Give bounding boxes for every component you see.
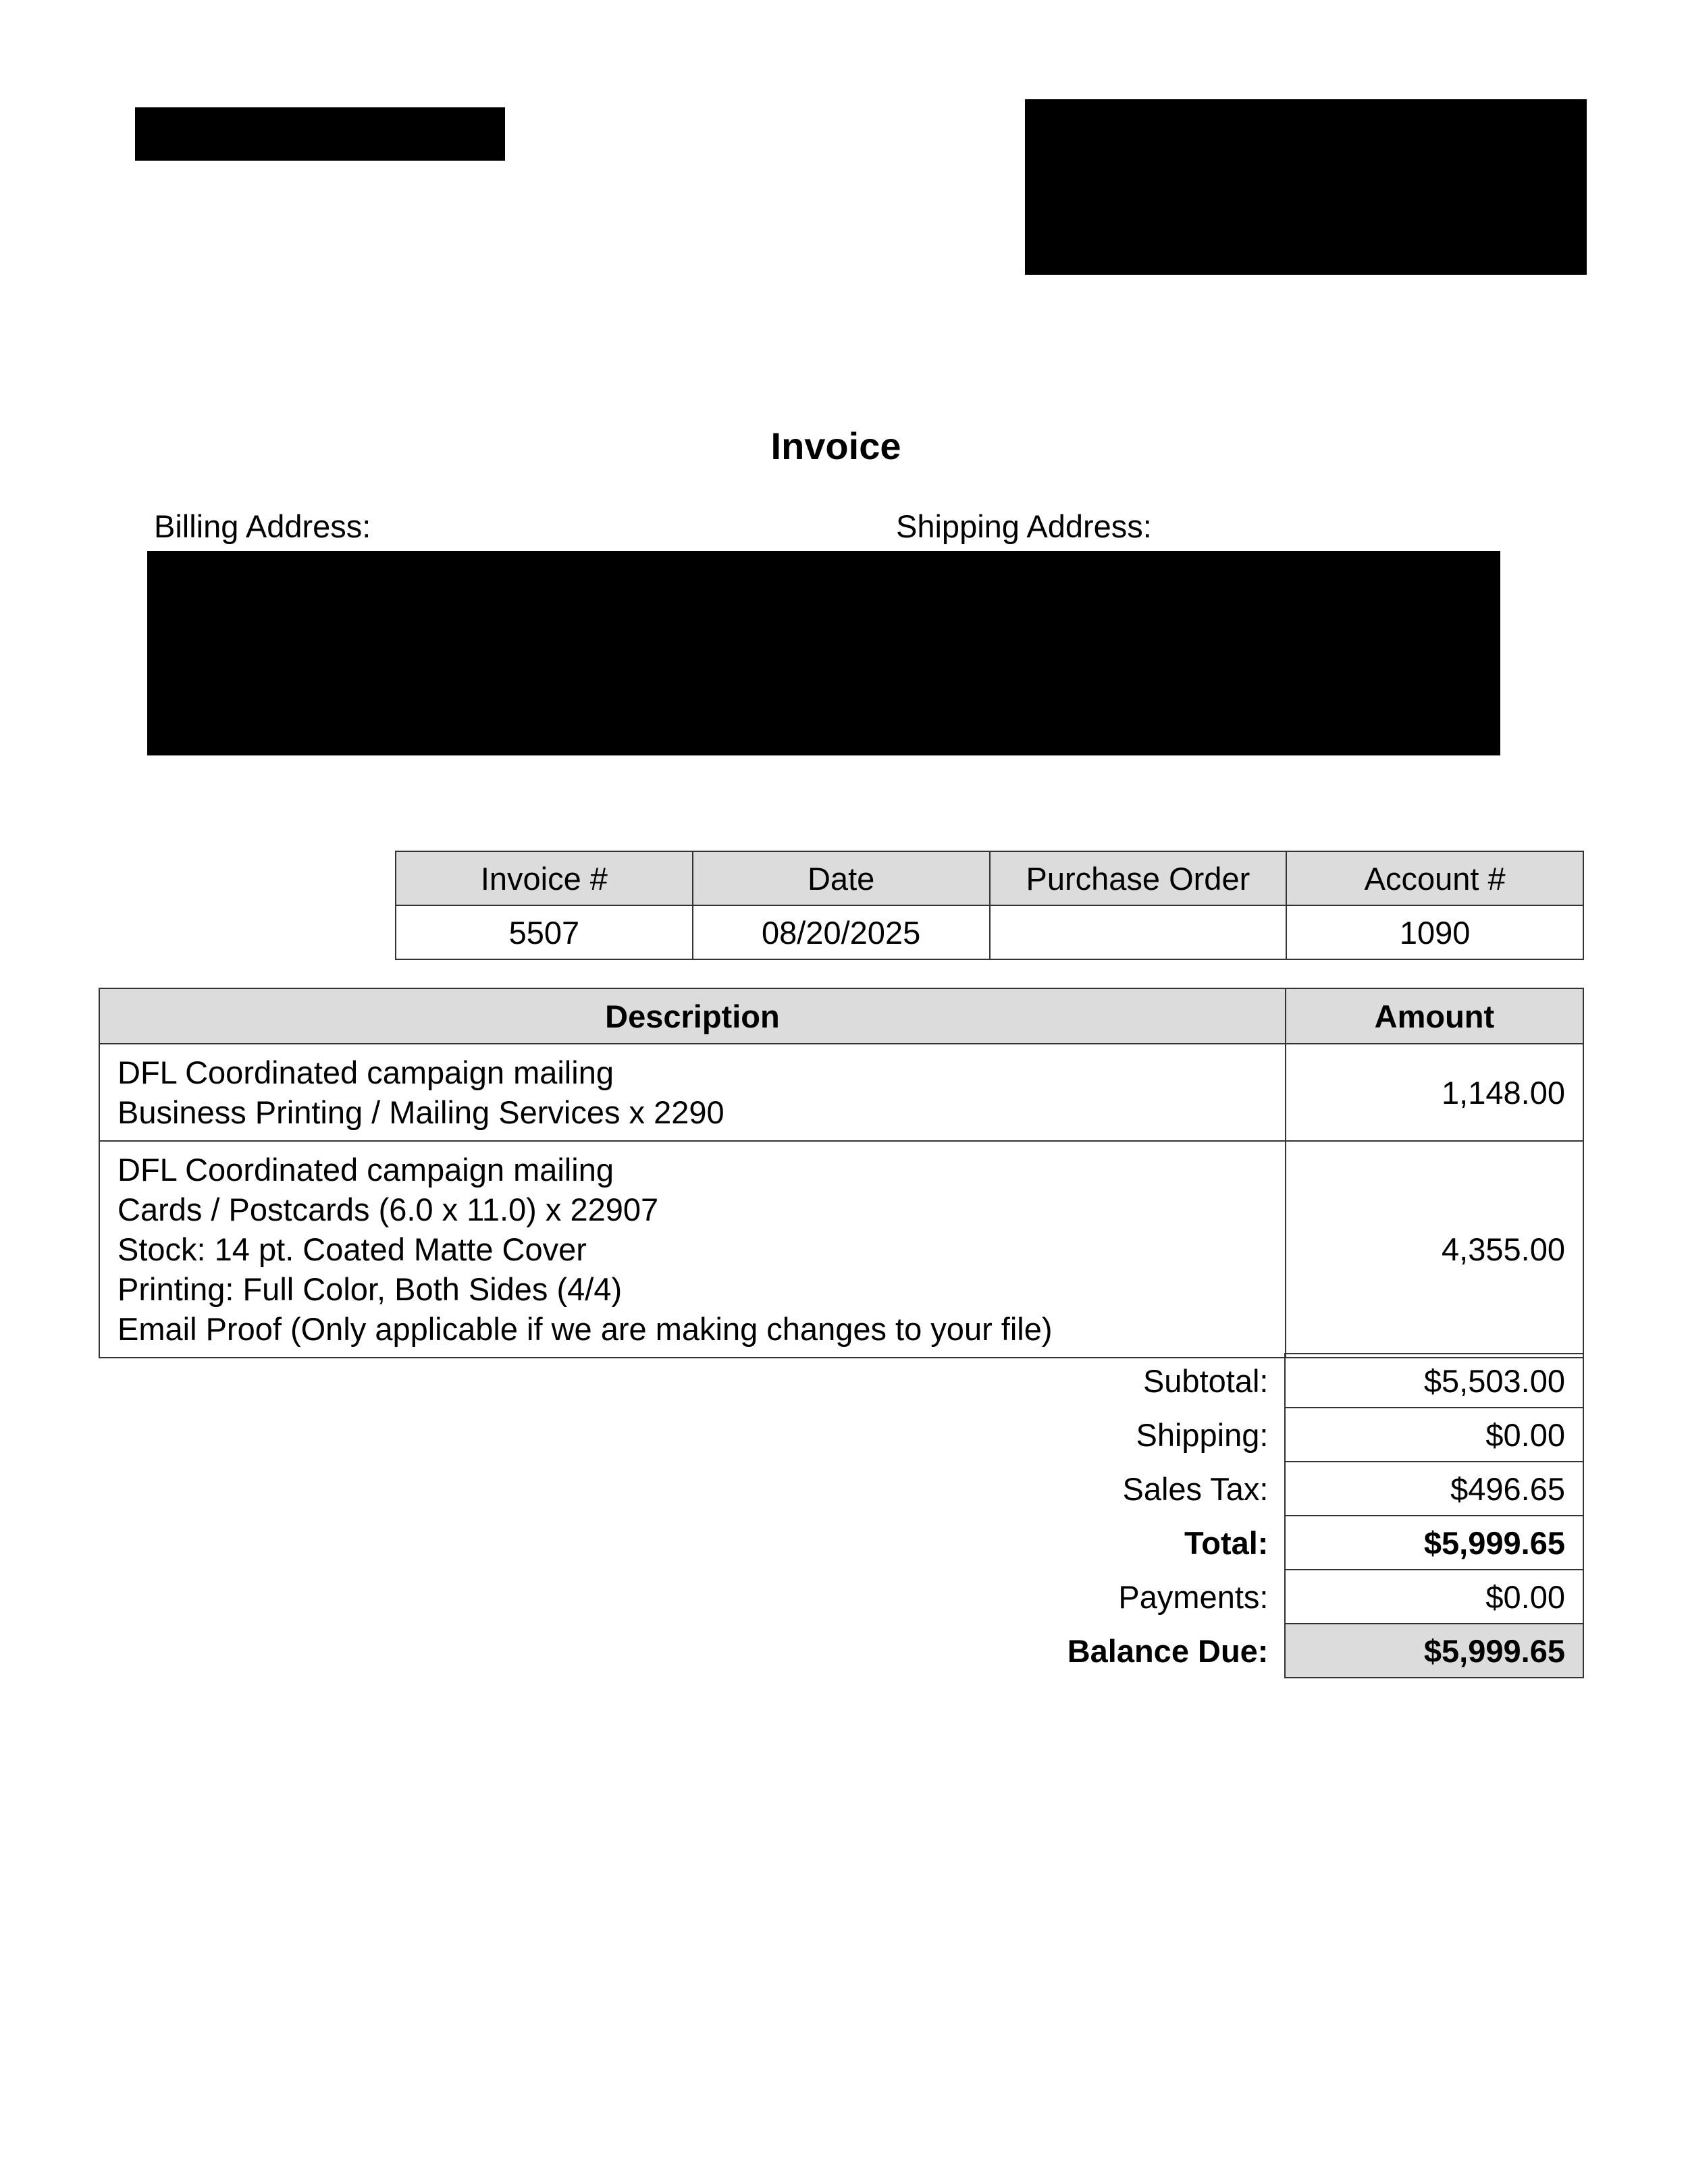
shipping-address-label: Shipping Address: <box>896 508 1152 544</box>
balance-due-row <box>99 1624 1583 1678</box>
billing-address-label: Billing Address: <box>154 508 371 544</box>
balance-due-value: $5,999.65 <box>1285 1624 1583 1678</box>
line-item-description <box>99 1141 1286 1358</box>
redacted-company-info-block <box>1025 99 1587 275</box>
payments-label: Payments: <box>1118 1578 1269 1615</box>
description-line: Printing: Full Color, Both Sides (4/4) <box>117 1271 623 1307</box>
purchase-order-value <box>990 905 1287 959</box>
shipping-row <box>99 1408 1583 1462</box>
payments-value: $0.00 <box>1285 1570 1583 1624</box>
payments-row <box>99 1570 1583 1624</box>
total-value: $5,999.65 <box>1285 1516 1583 1570</box>
subtotal-row <box>99 1354 1583 1408</box>
description-line: Email Proof (Only applicable if we are making changes to your file) <box>117 1311 1053 1347</box>
amount-header: Amount <box>1286 988 1583 1044</box>
sales-tax-label: Sales Tax: <box>1122 1470 1269 1507</box>
shipping-value: $0.00 <box>1285 1408 1583 1462</box>
description-line: Cards / Postcards (6.0 x 11.0) x 22907 <box>117 1192 659 1227</box>
invoice-number-header: Invoice # <box>396 851 693 905</box>
invoice-number-value: 5507 <box>396 905 693 959</box>
total-label: Total: <box>1184 1524 1269 1561</box>
table-row <box>99 1044 1583 1141</box>
total-row <box>99 1516 1583 1570</box>
subtotal-value: $5,503.00 <box>1285 1354 1583 1408</box>
sales-tax-row <box>99 1462 1583 1516</box>
account-number-header: Account # <box>1286 851 1583 905</box>
sales-tax-value: $496.65 <box>1285 1462 1583 1516</box>
table-row <box>99 1141 1583 1358</box>
line-items-table <box>99 988 1584 1358</box>
purchase-order-header: Purchase Order <box>990 851 1287 905</box>
description-header: Description <box>99 988 1286 1044</box>
description-line: DFL Coordinated campaign mailing <box>117 1152 614 1188</box>
date-value: 08/20/2025 <box>693 905 990 959</box>
invoice-info-table <box>395 851 1584 960</box>
totals-table <box>99 1353 1584 1678</box>
line-item-description <box>99 1044 1286 1141</box>
invoice-info-header-row <box>396 851 1583 905</box>
balance-due-label: Balance Due: <box>1067 1632 1269 1669</box>
shipping-label: Shipping: <box>1136 1416 1269 1453</box>
redacted-addresses-block <box>147 551 1500 755</box>
date-header: Date <box>693 851 990 905</box>
invoice-info-value-row <box>396 905 1583 959</box>
line-items-header-row <box>99 988 1583 1044</box>
subtotal-label: Subtotal: <box>1142 1362 1269 1399</box>
description-line: Stock: 14 pt. Coated Matte Cover <box>117 1231 587 1267</box>
invoice-title: Invoice <box>770 425 901 467</box>
description-line: Business Printing / Mailing Services x 2290 <box>117 1094 724 1130</box>
description-line: DFL Coordinated campaign mailing <box>117 1055 614 1090</box>
line-item-amount: 4,355.00 <box>1286 1141 1583 1358</box>
account-number-value: 1090 <box>1286 905 1583 959</box>
redacted-logo-block <box>135 107 505 161</box>
line-item-amount: 1,148.00 <box>1286 1044 1583 1141</box>
